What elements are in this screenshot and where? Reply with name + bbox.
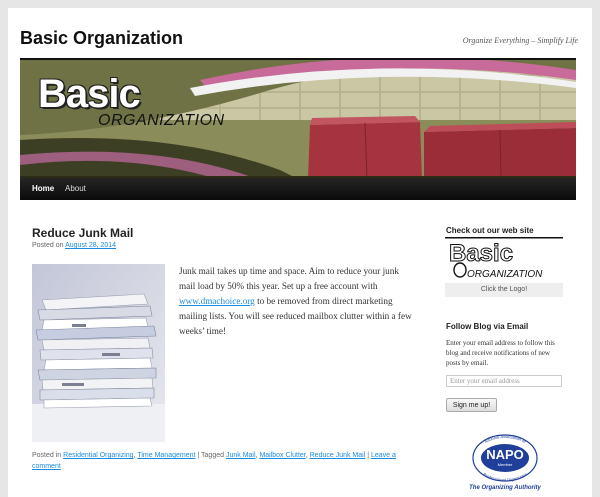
svg-text:Basic: Basic xyxy=(449,240,514,267)
svg-text:The Organizing Authority: The Organizing Authority xyxy=(469,485,541,491)
category-link-residential-organizing[interactable]: Residential Organizing xyxy=(63,452,134,459)
tag-link-junk-mail[interactable]: Junk Mail xyxy=(225,452,256,459)
sign-me-up-button[interactable]: Sign me up! xyxy=(446,398,497,412)
post-entry-meta: Posted in Residential Organizing, Time Management | Tagged Junk Mail, Mailbox Clutter, Reduce Junk Mail | Leave a comment xyxy=(32,452,396,470)
basic-organization-logo xyxy=(445,237,563,283)
post-text-intro: Junk mail takes up time and space. Aim to reduce your junk mail load by 50% this year. Set up a free account with xyxy=(179,266,399,291)
svg-text:Member: Member xyxy=(497,462,513,467)
tagged-label: | Tagged xyxy=(197,452,225,459)
header-banner[interactable] xyxy=(20,58,576,178)
page xyxy=(8,8,592,497)
napo-logo xyxy=(462,428,548,494)
svg-text:ORGANIZATION: ORGANIZATION xyxy=(467,269,543,280)
main-navigation xyxy=(20,178,576,200)
posted-in-label: Posted in xyxy=(32,452,62,459)
website-widget-title: Check out our web site xyxy=(446,226,534,235)
napo-member-badge[interactable] xyxy=(462,428,548,494)
leave-comment-link[interactable]: Leave a comment xyxy=(32,452,396,470)
tag-link-mailbox-clutter[interactable]: Mailbox Clutter xyxy=(259,452,306,459)
post-date-line xyxy=(32,242,116,249)
category-link-time-management[interactable]: Time Management xyxy=(137,452,196,459)
posted-on-label: Posted on xyxy=(32,242,64,249)
nav-item-home[interactable]: Home xyxy=(32,184,55,193)
tag-link-reduce-junk-mail[interactable]: Reduce Junk Mail xyxy=(309,452,366,459)
website-logo-link[interactable] xyxy=(445,237,563,297)
svg-text:NAPO: NAPO xyxy=(486,447,524,462)
site-title[interactable]: Basic Organization xyxy=(20,28,184,48)
banner-logo-organization: ORGANIZATION xyxy=(98,112,225,129)
banner-logo-basic: Basic xyxy=(38,72,140,116)
post-date-link[interactable]: August 28, 2014 xyxy=(65,242,117,249)
email-input[interactable] xyxy=(446,375,562,387)
svg-text:Professional Organizers: Professional Organizers xyxy=(482,471,528,483)
logo-caption: Click the Logo! xyxy=(480,286,528,293)
follow-description: Enter your email address to follow this blog and receive notifications of new posts by email. xyxy=(446,339,555,367)
site-tagline: Organize Everything – Simplify Life xyxy=(462,36,578,45)
post-content xyxy=(179,264,415,339)
junk-mail-photo xyxy=(32,264,165,442)
nav-item-about[interactable]: About xyxy=(65,184,86,193)
post-text-rest: to be removed from direct marketing mailing lists. You will see reduced mailbox clutter within a few weeks’ time! xyxy=(179,296,412,336)
post-title[interactable]: Reduce Junk Mail xyxy=(32,226,134,240)
svg-text:National Association of: National Association of xyxy=(483,433,527,445)
follow-widget-title: Follow Blog via Email xyxy=(446,322,529,331)
dmachoice-link[interactable]: www.dmachoice.org xyxy=(179,296,255,306)
